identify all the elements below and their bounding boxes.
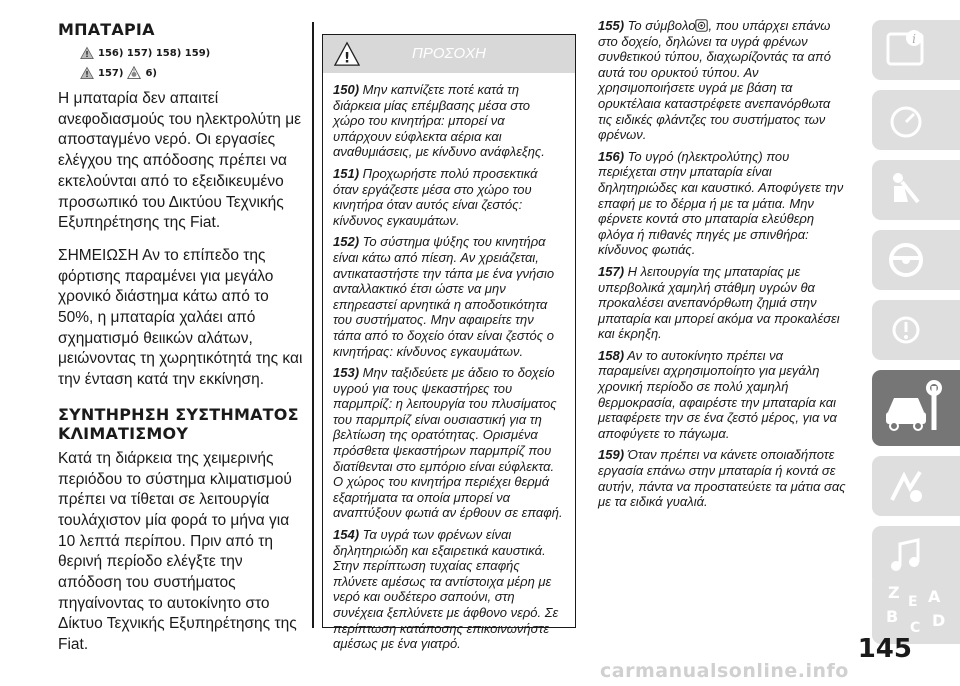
note-number: 159) — [598, 447, 625, 463]
section-heading-ac — [58, 405, 308, 443]
emergency-icon — [884, 464, 928, 508]
tab-emergency[interactable] — [872, 456, 960, 516]
note-number: 150) — [333, 82, 360, 97]
maintenance-icon — [884, 378, 948, 438]
dashboard-icon — [884, 98, 928, 142]
note-text: Το υγρό (ηλεκτρολύτης) που περιέχεται στην μπαταρία είναι δηλητηριώδες και καυστικό. Αποφύγετε την επαφή με το δέρμα ή με τα μάτια. Μην φέρνετε κοντά στο μπαταρία ελεύθερη φλόγα ή πιθανές πηγές με σπινθήρα: κίνδυνος φωτιάς. — [598, 148, 844, 258]
note-text: Προχωρήστε πολύ προσεκτικά όταν εργάζεστε μέσα στο χώρο του κινητήρα όταν αυτός είναι ζεστός: κίνδυνος εγκαυμάτων. — [333, 165, 538, 228]
attention-ref-a: 157) — [98, 67, 124, 79]
tab-driving[interactable] — [872, 230, 960, 290]
tab-safety[interactable] — [872, 160, 960, 220]
info-icon — [884, 28, 928, 72]
warning-box — [322, 34, 576, 652]
right-column — [598, 18, 846, 516]
warning-notes — [323, 73, 575, 652]
note-text-cont: , που υπάρχει επάνω στο δοχείο, δηλώνει τα υγρά φρένων συνθετικού τύπου, διαχωρίζοντάς τα από αυτά του ορυκτού τύπου. Αν χρησιμοποιήσετε υγρά με βάση τα ορυκτέλαια καταστρέφετε ανεπανόρθωτα τις ειδικές φλάντζες του συστήματος των φρένων. — [598, 18, 831, 143]
note-text: Η λειτουργία της μπαταρίας με υπερβολικά χαμηλή στάθμη υγρών θα προκαλέσει ανεπανόρθωτη ζημιά στην μπαταρία και μπορεί ακόμα να προκαλέσει και έκρηξη. — [598, 263, 840, 342]
note-number: 157) — [598, 263, 625, 279]
note-number: 154) — [333, 527, 360, 543]
section-heading-battery: ΜΠΑΤΑΡΙΑ — [58, 20, 155, 39]
column-separator — [312, 22, 314, 628]
note-number: 156) — [598, 148, 625, 164]
ac-paragraph: Κατά τη διάρκεια της χειμερινής περιόδου το σύστημα κλιματισμού πρέπει να τίθεται σε λειτουργία τουλάχιστον μία φορά το μήνα για 10 λεπτά περίπου. Πριν από τη θερινή περίοδο ελέγξτε την απόδοση του συστήματος πηγαίνοντας το αυτοκίνητο στο Δίκτυο Τεχνικής Εξυπηρέτησης της Fiat. — [58, 449, 297, 654]
svg-text:Z: Z — [888, 583, 900, 602]
warning-note — [598, 264, 846, 342]
svg-text:D: D — [932, 611, 946, 630]
tab-warning-lights[interactable] — [872, 300, 960, 360]
svg-text:B: B — [886, 607, 899, 626]
svg-text:!: ! — [85, 70, 89, 80]
battery-paragraph: Η μπαταρία δεν απαιτεί ανεφοδιασμούς του ηλεκτρολύτη με αποσταγμένο νερό. Οι εργασίες ελέγχου της απόδοσης πρέπει να εκτελούνται από το εξειδικευμένο προσωπικό του Δικτύου Τεχνικής Εξυπηρέτησης της Fiat. — [58, 90, 302, 232]
svg-text:E: E — [908, 594, 918, 610]
warning-triangle-icon — [80, 66, 94, 80]
note-number: 152) — [333, 234, 360, 250]
safety-icon — [884, 168, 928, 212]
note-number: 153) — [333, 365, 360, 381]
warning-note — [333, 82, 565, 160]
note-text: Μην καπνίζετε ποτέ κατά τη διάρκεια μίας επέμβασης μέσα στο χώρο του κινητήρα: μπορεί να υπάρχουν εύφλεκτα αέρια και αναθυμιάσεις, με κίνδυνο ανάφλεξης. — [333, 82, 545, 160]
note-number: 155) — [598, 18, 625, 33]
note-number: 158) — [598, 347, 625, 363]
tab-info[interactable] — [872, 20, 960, 80]
tab-dashboard[interactable] — [872, 90, 960, 150]
section-heading-ac-line1: ΣΥΝΤΗΡΗΣΗ ΣΥΣΤΗΜΑΤΟΣ — [58, 404, 299, 424]
attention-refs-line — [58, 63, 308, 83]
svg-text:!: ! — [343, 50, 351, 67]
warning-note — [598, 348, 846, 442]
attention-ref-b: 6) — [145, 67, 157, 79]
warning-note — [333, 234, 565, 359]
steering-wheel-icon — [884, 238, 928, 282]
warning-box-title: ΠΡΟΣΟΧΗ — [411, 45, 487, 62]
warning-note — [333, 166, 565, 228]
note-number: 151) — [333, 165, 360, 181]
svg-text:C: C — [910, 620, 921, 636]
warning-refs: 156) 157) 158) 159) — [98, 47, 211, 59]
note-text: Τα υγρά των φρένων είναι δηλητηριώδη και εξαιρετικά καυστικά. Στην περίπτωση τυχαίας επαφής πλύνετε αμέσως τα αντίστοιχα μέρη με νερό και ουδέτερο σαπούνι, στη συνέχεια ξεπλύνετε με άφθονο νερό. Σε περίπτωση κατάποσης επικοινωνήστε αμέσως με ένα γιατρό. — [333, 527, 559, 652]
note-text: Το σύμβολο — [627, 18, 696, 33]
warning-triangle-icon — [80, 46, 94, 60]
battery-note-paragraph: ΣΗΜΕΙΩΣΗ Αν το επίπεδο της φόρτισης παραμένει για μεγάλο χρονικό διάστημα κάτω από το 50%, η μπαταρία χαλάει από σχηματισμό θειικών αλάτων, μειώνοντας τη χωρητικότητά της και την ένταση κατά την εκκίνηση. — [58, 246, 303, 389]
warning-note — [333, 527, 565, 652]
svg-text:i: i — [912, 32, 916, 46]
note-text: Όταν πρέπει να κάνετε οποιαδήποτε εργασία επάνω στην μπαταρία ή κοντά σε αυτήν, πάντα να προστατεύετε τα μάτια σας με τα ειδικά γυαλιά. — [598, 447, 846, 510]
warning-note — [598, 149, 846, 258]
brake-fluid-symbol-icon — [695, 19, 708, 32]
warning-box-header — [323, 35, 575, 73]
note-text: Μην ταξιδεύετε με άδειο το δοχείο υγρού για τους ψεκαστήρες του παρμπρίζ: η λειτουργία του πλυσίματος του παρμπρίζ είναι ουσιαστική για τη βελτίωση της ορατότητας. Ορισμένα πρόσθετα ψεκαστήρων παρμπρίζ που διατίθενται στο εμπόριο είναι εύφλεκτα. Ο χώρος του κινητήρα περιέχει θερμά εξαρτήματα τα οποία μπορεί να αναπτύξουν φωτιά αν έρθουν σε επαφή. — [333, 365, 563, 521]
warning-light-icon — [884, 308, 928, 352]
page-number: 145 — [857, 634, 912, 664]
warning-note — [598, 447, 846, 509]
watermark: carmanualsonline.info — [600, 660, 849, 682]
note-text: Το σύστημα ψύξης του κινητήρα είναι κάτω από πίεση. Αν χρειάζεται, αντικαταστήστε την τάπα με ένα γνήσιο ανταλλακτικό έτσι ώστε να μην επηρεαστεί αρνητικά η αποδοτικότητα του συστήματος. Μην αφαιρείτε την τάπα από το δοχείο όταν είναι ζεστός ο κινητήρας: κίνδυνος εγκαυμάτων. — [333, 234, 555, 359]
svg-text:A: A — [928, 587, 941, 606]
note-text: Αν το αυτοκίνητο πρέπει να παραμείνει αχρησιμοποίητο για μεγάλη χρονική περίοδο σε πολύ χαμηλή θερμοκρασία, αφαιρέστε την μπαταρία και μεταφέρετε την σε ένα ζεστό μέρος, για να αποφύγετε το πάγωμα. — [598, 347, 837, 441]
section-heading-ac-line2: ΚΛΙΜΑΤΙΣΜΟΥ — [58, 423, 189, 443]
warning-note — [598, 18, 846, 143]
warning-refs-line — [58, 43, 308, 63]
svg-text:!: ! — [85, 50, 89, 60]
environment-icon — [127, 66, 141, 80]
tab-maintenance[interactable] — [872, 370, 960, 446]
warning-note — [333, 365, 565, 521]
left-column — [58, 20, 308, 668]
